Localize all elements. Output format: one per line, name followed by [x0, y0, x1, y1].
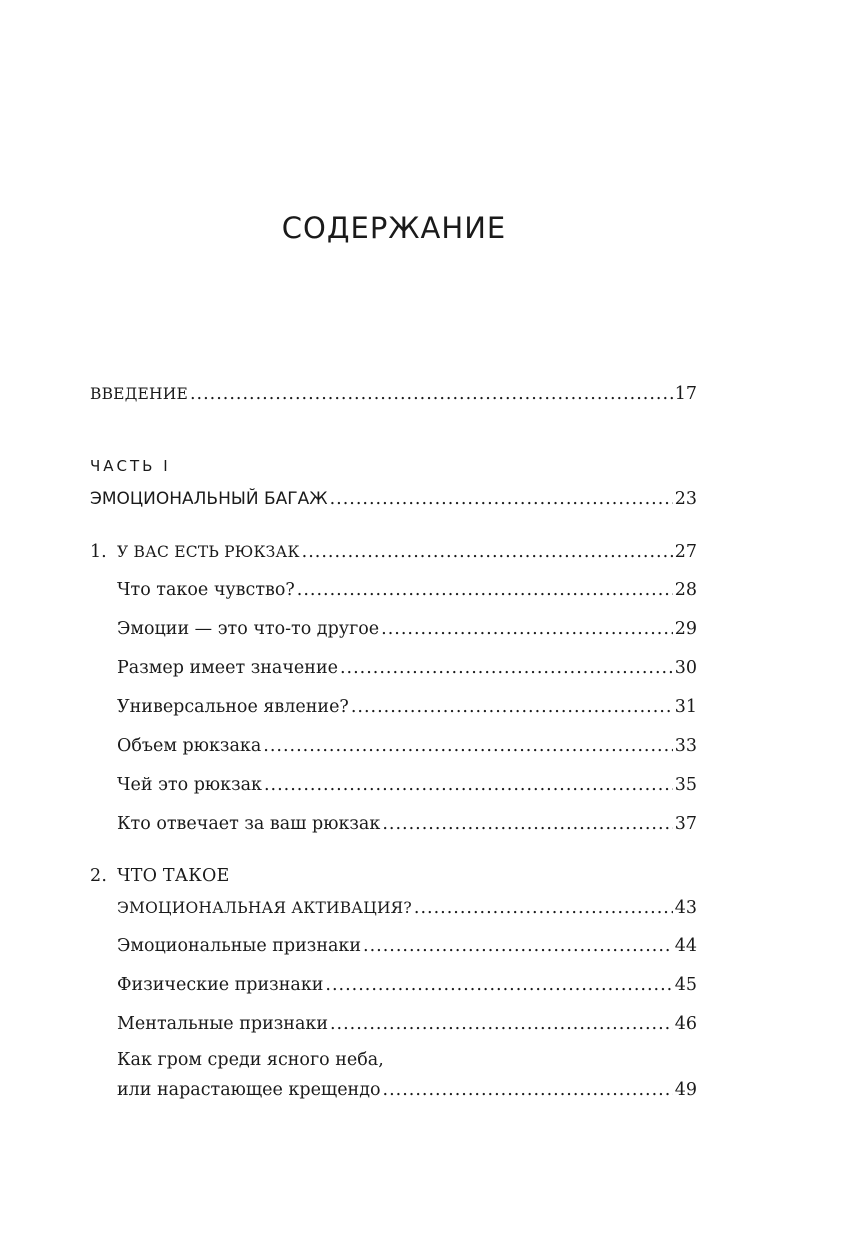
toc-entry-section[interactable]	[117, 577, 697, 603]
dot-leader	[351, 694, 673, 720]
toc-entry-page: 28	[674, 580, 697, 600]
dot-leader	[340, 655, 673, 681]
toc-entry-page: 17	[674, 384, 697, 404]
toc-entry-section[interactable]	[117, 655, 697, 681]
dot-leader	[190, 381, 673, 407]
toc-entry-section[interactable]	[117, 733, 697, 759]
dot-leader	[414, 895, 673, 921]
toc-entry-chapter2[interactable]	[117, 895, 697, 921]
dot-leader	[302, 539, 673, 565]
toc-entry-label: ВВЕДЕНИЕ	[90, 385, 188, 403]
toc-entry-label: Что такое чувство?	[117, 580, 295, 600]
toc-entry-page: 45	[674, 975, 697, 995]
toc-entry-page: 49	[674, 1080, 697, 1100]
toc-entry-section[interactable]	[117, 1077, 697, 1103]
toc-entry-section[interactable]	[117, 616, 697, 642]
toc-entry-label: Эмоции — это что-то другое	[117, 619, 380, 639]
toc-entry-label: ЭМОЦИОНАЛЬНАЯ АКТИВАЦИЯ?	[117, 899, 412, 917]
dot-leader	[383, 1077, 673, 1103]
toc-entry-page: 29	[674, 619, 697, 639]
chapter-number: 1.	[90, 542, 107, 562]
dot-leader	[330, 486, 673, 512]
chapter-title-line1: ЧТО ТАКОЕ	[117, 866, 230, 886]
toc-entry-label: Объем рюкзака	[117, 736, 262, 756]
toc-entry-section[interactable]	[117, 933, 697, 959]
dot-leader	[381, 616, 673, 642]
toc-entry-section[interactable]	[117, 694, 697, 720]
dot-leader	[330, 1011, 673, 1037]
toc-entry-label: Размер имеет значение	[117, 658, 338, 678]
dot-leader	[264, 772, 673, 798]
toc-entry-part1[interactable]	[90, 486, 697, 512]
dot-leader	[325, 972, 672, 998]
toc-entry-page: 46	[674, 1014, 697, 1034]
toc-entry-chapter1[interactable]	[90, 539, 697, 565]
dot-leader	[263, 733, 672, 759]
toc-entry-label: Чей это рюкзак	[117, 775, 262, 795]
toc-entry-page: 43	[674, 898, 697, 918]
toc-entry-page: 30	[674, 658, 697, 678]
toc-entry-page: 31	[674, 697, 697, 717]
toc-entry-label: Ментальные признаки	[117, 1014, 328, 1034]
dot-leader	[382, 811, 672, 837]
toc-entry-label: Кто отвечает за ваш рюкзак	[117, 814, 381, 834]
chapter-number: 2.	[90, 866, 108, 886]
toc-entry-label: ЭМОЦИОНАЛЬНЫЙ БАГАЖ	[90, 489, 328, 509]
dot-leader	[363, 933, 673, 959]
toc-entry-section[interactable]	[117, 972, 697, 998]
toc-entry-page: 37	[674, 814, 697, 834]
toc-entry-label: Универсальное явление?	[117, 697, 349, 717]
toc-entry-label: Эмоциональные признаки	[117, 936, 362, 956]
part-label: ЧАСТЬ I	[90, 457, 171, 475]
toc-entry-page: 33	[674, 736, 697, 756]
toc-entry-page: 44	[674, 936, 697, 956]
toc-entry-label: У ВАС ЕСТЬ РЮКЗАК	[117, 543, 300, 561]
toc-entry-section[interactable]	[117, 811, 697, 837]
dot-leader	[297, 577, 673, 603]
section-title-line1: Как гром среди ясного неба,	[117, 1050, 384, 1070]
toc-entry-intro[interactable]	[90, 381, 697, 407]
toc-entry-section[interactable]	[117, 1011, 697, 1037]
toc-entry-label: или нарастающее крещендо	[117, 1080, 381, 1100]
toc-entry-page: 23	[674, 489, 697, 509]
toc-entry-section[interactable]	[117, 772, 697, 798]
toc-entry-label: Физические признаки	[117, 975, 324, 995]
toc-entry-page: 35	[674, 775, 697, 795]
toc-entry-page: 27	[674, 542, 697, 562]
page-title: СОДЕРЖАНИЕ	[281, 211, 507, 245]
